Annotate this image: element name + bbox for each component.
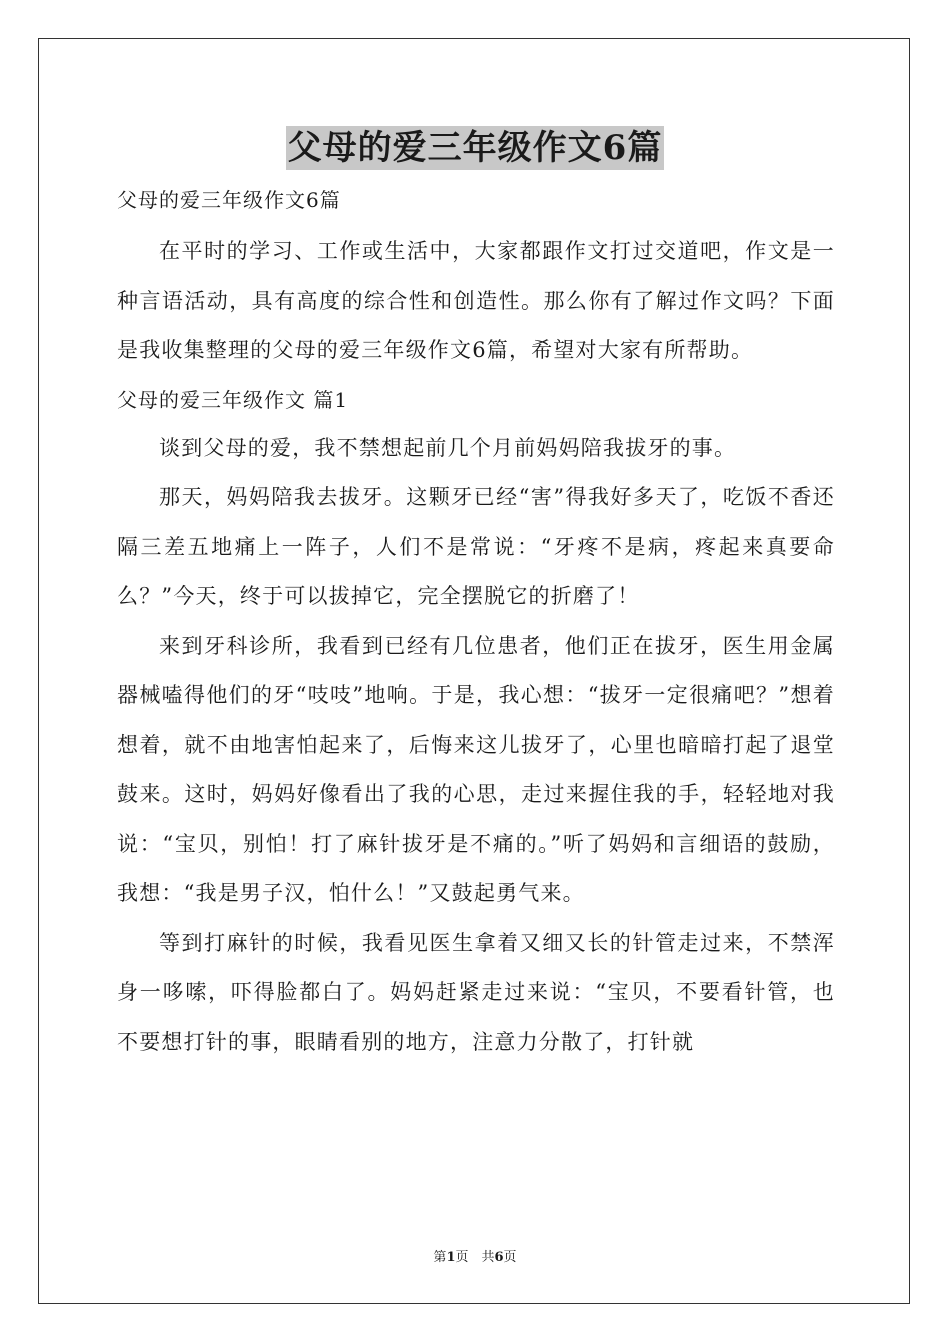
paragraph-2: 那天，妈妈陪我去拔牙。这颗牙已经“害”得我好多天了，吃饭不香还隔三差五地痛上一阵子，人们不是常说：“牙疼不是病，疼起来真要命么？”今天，终于可以拔掉它，完全摆脱它的折磨了！ (117, 485, 835, 608)
intro-paragraph: 在平时的学习、工作或生活中，大家都跟作文打过交道吧，作文是一种言语活动，具有高度的综合性和创造性。那么你有了解过作文吗？下面是我收集整理的父母的爱三年级作文6篇，希望对大家有所帮助。 (117, 239, 835, 362)
section-heading: 父母的爱三年级作文 篇1 (117, 387, 349, 412)
document-body (117, 178, 835, 1067)
document-title: 父母的爱三年级作文6篇 (287, 128, 663, 168)
title-container (0, 126, 950, 170)
footer-current-page: 1 (446, 1250, 456, 1265)
document-subtitle: 父母的爱三年级作文6篇 (117, 188, 341, 212)
page-footer (0, 1246, 950, 1265)
footer-mid: 页 共 (455, 1250, 495, 1265)
footer-suffix: 页 (503, 1250, 517, 1265)
footer-prefix: 第 (433, 1250, 447, 1265)
paragraph-3: 来到牙科诊所，我看到已经有几位患者，他们正在拔牙，医生用金属器械嗑得他们的牙“吱吱”地响。于是，我心想：“拔牙一定很痛吧？”想着想着，就不由地害怕起来了，后悔来这儿拔牙了，心里也暗暗打起了退堂鼓来。这时，妈妈好像看出了我的心思，走过来握住我的手，轻轻地对我说：“宝贝，别怕！打了麻针拔牙是不痛的。”听了妈妈和言细语的鼓励，我想：“我是男子汉，怕什么！”又鼓起勇气来。 (117, 633, 835, 905)
footer-total-pages: 6 (494, 1250, 504, 1265)
paragraph-1: 谈到父母的爱，我不禁想起前几个月前妈妈陪我拔牙的事。 (159, 435, 737, 460)
paragraph-4: 等到打麻针的时候，我看见医生拿着又细又长的针管走过来，不禁浑身一哆嗦，吓得脸都白了。妈妈赶紧走过来说：“宝贝，不要看针管，也不要想打针的事，眼睛看别的地方，注意力分散了，打针就 (117, 930, 835, 1054)
